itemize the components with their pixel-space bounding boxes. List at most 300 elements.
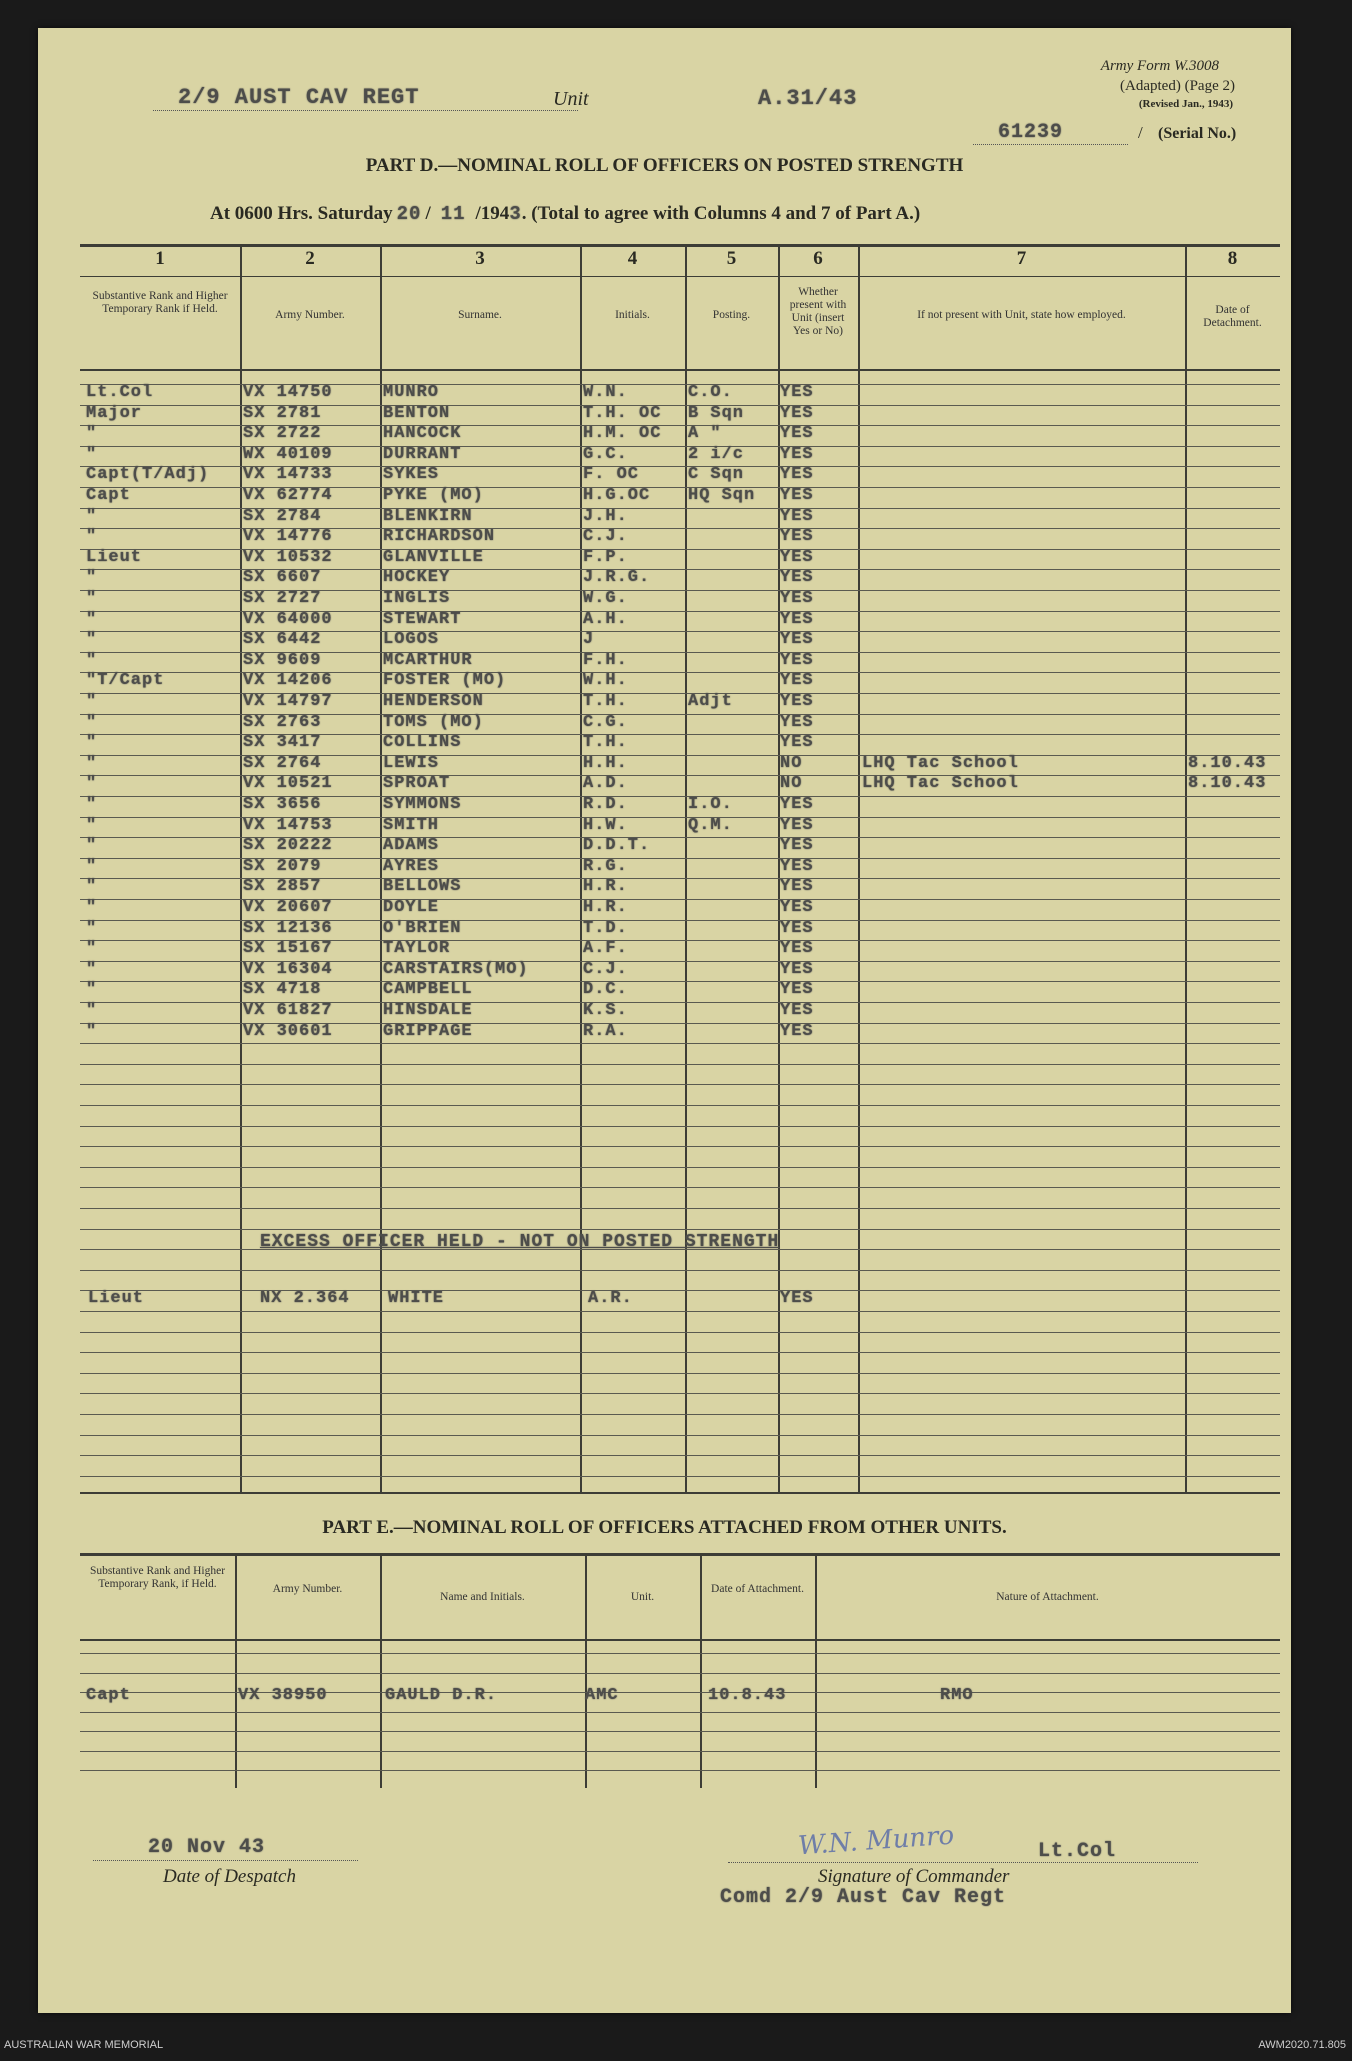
- cell-surname: PYKE (MO): [383, 486, 484, 505]
- column-divider: [380, 1553, 382, 1788]
- cell-number: SX 2722: [243, 424, 322, 443]
- cell-surname: BLENKIRN: [383, 507, 473, 526]
- cell-number: VX 10532: [243, 548, 333, 567]
- table-row: [80, 795, 1280, 816]
- excess-present: YES: [780, 1289, 814, 1308]
- part-e-table: [80, 1553, 1280, 1788]
- table-row: [80, 774, 1280, 795]
- ruled-line: [80, 1476, 1280, 1477]
- cell-number: VX 14750: [243, 383, 333, 402]
- cell-nature: RMO: [940, 1686, 974, 1705]
- cell-initials: A.F.: [583, 939, 628, 958]
- cell-surname: TOMS (MO): [383, 713, 484, 732]
- cell-present: YES: [780, 630, 814, 649]
- table-row: [80, 507, 1280, 528]
- cell-number: SX 2727: [243, 589, 322, 608]
- cell-rank: ": [86, 774, 98, 793]
- cell-posting: C.O.: [688, 383, 733, 402]
- cell-present: YES: [780, 404, 814, 423]
- table-row: [80, 816, 1280, 837]
- ruled-line: [80, 1311, 1280, 1312]
- footer-left: AUSTRALIAN WAR MEMORIAL: [4, 2039, 164, 2051]
- cell-present: YES: [780, 568, 814, 587]
- table-row: [80, 651, 1280, 672]
- table-row: [80, 630, 1280, 651]
- cell-present: YES: [780, 424, 814, 443]
- column-number: 5: [726, 248, 737, 269]
- cell-rank: ": [86, 651, 98, 670]
- cell-rank: ": [86, 795, 98, 814]
- cell-initials: F.H.: [583, 651, 628, 670]
- table-row: [80, 713, 1280, 734]
- cell-unit: AMC: [585, 1686, 619, 1705]
- cell-rank: ": [86, 898, 98, 917]
- cell-initials: W.H.: [583, 671, 628, 690]
- signature-title: Comd 2/9 Aust Cav Regt: [720, 1886, 1007, 1909]
- unit-label: Unit: [553, 88, 589, 110]
- subtitle-month: 11: [440, 203, 466, 225]
- cell-present: YES: [780, 733, 814, 752]
- serial-sep: /: [1138, 123, 1143, 142]
- cell-number: VX 14797: [243, 692, 333, 711]
- cell-rank: Major: [86, 404, 143, 423]
- cell-surname: AYRES: [383, 857, 440, 876]
- table-row: [80, 733, 1280, 754]
- cell-surname: RICHARDSON: [383, 527, 496, 546]
- table-row: [80, 445, 1280, 466]
- cell-rank: Lieut: [86, 548, 143, 567]
- column-header: Surname.: [458, 309, 502, 321]
- cell-surname: MUNRO: [383, 383, 440, 402]
- cell-number: VX 61827: [243, 1001, 333, 1020]
- cell-number: VX 14206: [243, 671, 333, 690]
- cell-initials: H.H.: [583, 754, 628, 773]
- cell-number: VX 20607: [243, 898, 333, 917]
- cell-present: YES: [780, 713, 814, 732]
- adapted-label: (Adapted) (Page 2): [1120, 78, 1235, 94]
- cell-rank: ": [86, 939, 98, 958]
- cell-surname: FOSTER (MO): [383, 671, 507, 690]
- table-row: [80, 404, 1280, 425]
- cell-initials: R.G.: [583, 857, 628, 876]
- table-top-border: [80, 1553, 1280, 1556]
- table-row: [80, 980, 1280, 1001]
- cell-present: NO: [780, 774, 803, 793]
- cell-initials: J: [583, 630, 595, 649]
- table-row: [80, 898, 1280, 919]
- cell-present: YES: [780, 857, 814, 876]
- cell-rank: ": [86, 507, 98, 526]
- table-row: [80, 548, 1280, 569]
- ruled-line: [80, 1084, 1280, 1085]
- excess-surname: WHITE: [388, 1289, 445, 1308]
- ruled-line: [80, 1167, 1280, 1168]
- cell-present: YES: [780, 465, 814, 484]
- cell-number: SX 6607: [243, 568, 322, 587]
- cell-initials: C.J.: [583, 527, 628, 546]
- cell-initials: K.S.: [583, 1001, 628, 1020]
- column-divider: [235, 1553, 237, 1788]
- cell-present: YES: [780, 1001, 814, 1020]
- ruled-line: [80, 1229, 1280, 1230]
- table-row: [80, 877, 1280, 898]
- ruled-line: [80, 1712, 1280, 1713]
- cell-posting: 2 i/c: [688, 445, 745, 464]
- table-row: [80, 960, 1280, 981]
- cell-present: YES: [780, 445, 814, 464]
- cell-initials: F.P.: [583, 548, 628, 567]
- ruled-line: [80, 1435, 1280, 1436]
- cell-number: SX 9609: [243, 651, 322, 670]
- cell-present: YES: [780, 548, 814, 567]
- cell-number: VX 14776: [243, 527, 333, 546]
- cell-present: YES: [780, 651, 814, 670]
- cell-posting: Adjt: [688, 692, 733, 711]
- cell-number: VX 14753: [243, 816, 333, 835]
- cell-rank: ": [86, 568, 98, 587]
- signature-dotted-line: [728, 1862, 1198, 1863]
- table-row: [80, 1022, 1280, 1043]
- cell-rank: ": [86, 589, 98, 608]
- table-row: [80, 1001, 1280, 1022]
- column-divider: [585, 1553, 587, 1788]
- subtitle-day: 20: [396, 203, 422, 225]
- army-form-label: Army Form W.3008: [1100, 58, 1219, 74]
- table-row: [80, 671, 1280, 692]
- unit-dotted-line: [153, 110, 578, 111]
- column-number: 3: [475, 248, 485, 269]
- column-divider: [700, 1553, 702, 1788]
- ruled-line: [80, 1373, 1280, 1374]
- column-number: 8: [1227, 248, 1238, 269]
- serial-dotted-line: [973, 144, 1128, 145]
- cell-present: NO: [780, 754, 803, 773]
- cell-number: SX 2857: [243, 877, 322, 896]
- header-bottom-border: [80, 1639, 1280, 1641]
- ruled-line: [80, 1673, 1280, 1674]
- column-header: Army Number.: [275, 309, 345, 321]
- table-row: [80, 939, 1280, 960]
- revised-label: (Revised Jan., 1943): [1138, 98, 1233, 110]
- signature-rank: Lt.Col: [1038, 1840, 1117, 1863]
- cell-posting: Q.M.: [688, 816, 733, 835]
- cell-present: YES: [780, 1022, 814, 1041]
- part-e-title: PART E.—NOMINAL ROLL OF OFFICERS ATTACHED FROM OTHER UNITS.: [322, 1517, 1007, 1538]
- cell-initials: T.H.: [583, 733, 628, 752]
- cell-employed: LHQ Tac School: [862, 774, 1019, 793]
- cell-initials: C.J.: [583, 960, 628, 979]
- cell-initials: H.W.: [583, 816, 628, 835]
- cell-rank: ": [86, 610, 98, 629]
- cell-surname: HENDERSON: [383, 692, 484, 711]
- cell-present: YES: [780, 939, 814, 958]
- cell-date: 8.10.43: [1188, 754, 1267, 773]
- cell-present: YES: [780, 671, 814, 690]
- ruled-line: [80, 1770, 1280, 1771]
- ruled-line: [80, 1208, 1280, 1209]
- part-d-title: PART D.—NOMINAL ROLL OF OFFICERS ON POSTED STRENGTH: [365, 155, 964, 176]
- cell-number: WX 40109: [243, 445, 333, 464]
- table-row: [80, 568, 1280, 589]
- cell-surname: DURRANT: [383, 445, 462, 464]
- table-row: [80, 857, 1280, 878]
- column-number: 2: [305, 248, 315, 269]
- cell-initials: T.D.: [583, 919, 628, 938]
- cell-rank: ": [86, 754, 98, 773]
- column-number: 1: [155, 248, 165, 269]
- cell-number: VX 30601: [243, 1022, 333, 1041]
- ruled-line: [80, 1352, 1280, 1353]
- cell-present: YES: [780, 486, 814, 505]
- cell-date: 8.10.43: [1188, 774, 1267, 793]
- cell-surname: HANCOCK: [383, 424, 462, 443]
- cell-surname: SPROAT: [383, 774, 451, 793]
- cell-present: YES: [780, 507, 814, 526]
- column-number: 6: [813, 248, 823, 269]
- subtitle-sep1: /: [425, 203, 431, 224]
- cell-number: VX 62774: [243, 486, 333, 505]
- cell-surname: CARSTAIRS(MO): [383, 960, 529, 979]
- cell-rank: ": [86, 445, 98, 464]
- cell-initials: W.G.: [583, 589, 628, 608]
- cell-rank: ": [86, 877, 98, 896]
- cell-number: VX 38950: [238, 1686, 328, 1705]
- despatch-date: 20 Nov 43: [148, 1836, 266, 1859]
- commander-signature: W.N. Munro: [797, 1820, 956, 1862]
- cell-present: YES: [780, 610, 814, 629]
- cell-initials: J.R.G.: [583, 568, 651, 587]
- cell-surname: BELLOWS: [383, 877, 462, 896]
- cell-employed: LHQ Tac School: [862, 754, 1019, 773]
- cell-surname: DOYLE: [383, 898, 440, 917]
- cell-present: YES: [780, 877, 814, 896]
- part-d-subtitle: [210, 203, 920, 225]
- subtitle-prefix: At 0600 Hrs. Saturday: [210, 203, 393, 224]
- column-header: Initials.: [615, 309, 650, 321]
- ruled-line: [80, 1187, 1280, 1188]
- cell-number: SX 2079: [243, 857, 322, 876]
- cell-present: YES: [780, 836, 814, 855]
- cell-rank: ": [86, 733, 98, 752]
- cell-date: 10.8.43: [708, 1686, 787, 1705]
- cell-surname: CAMPBELL: [383, 980, 473, 999]
- cell-rank: ": [86, 713, 98, 732]
- cell-rank: "T/Capt: [86, 671, 165, 690]
- cell-present: YES: [780, 898, 814, 917]
- reference-number: A.31/43: [758, 86, 858, 111]
- header-bottom-border: [80, 369, 1280, 371]
- table-row: [80, 692, 1280, 713]
- signature-label: Signature of Commander: [818, 1866, 1010, 1887]
- column-header: Name and Initials.: [440, 1591, 525, 1603]
- cell-surname: SMITH: [383, 816, 440, 835]
- ruled-line: [80, 1414, 1280, 1415]
- cell-present: YES: [780, 816, 814, 835]
- cell-surname: BENTON: [383, 404, 451, 423]
- cell-surname: GLANVILLE: [383, 548, 484, 567]
- ruled-line: [80, 1751, 1280, 1752]
- column-header: Date of Detachment.: [1203, 304, 1262, 329]
- cell-present: YES: [780, 589, 814, 608]
- cell-initials: F. OC: [583, 465, 640, 484]
- table-row: [80, 919, 1280, 940]
- cell-rank: ": [86, 527, 98, 546]
- cell-name: GAULD D.R.: [385, 1686, 498, 1705]
- cell-number: SX 2781: [243, 404, 322, 423]
- cell-surname: O'BRIEN: [383, 919, 462, 938]
- table-row: [80, 424, 1280, 445]
- column-header: Substantive Rank and Higher Temporary Rank if Held.: [92, 290, 228, 315]
- ruled-line: [80, 1270, 1280, 1271]
- cell-surname: LEWIS: [383, 754, 440, 773]
- column-divider: [815, 1553, 817, 1788]
- cell-rank: ": [86, 836, 98, 855]
- excess-officer-row: [80, 1289, 1280, 1310]
- cell-posting: B Sqn: [688, 404, 745, 423]
- cell-surname: HINSDALE: [383, 1001, 473, 1020]
- cell-number: VX 64000: [243, 610, 333, 629]
- cell-initials: A.H.: [583, 610, 628, 629]
- cell-surname: INGLIS: [383, 589, 451, 608]
- ruled-line: [80, 1332, 1280, 1333]
- cell-surname: ADAMS: [383, 836, 440, 855]
- column-header: Substantive Rank and Higher Temporary Rank, if Held.: [89, 1565, 226, 1590]
- cell-rank: ": [86, 816, 98, 835]
- cell-number: VX 14733: [243, 465, 333, 484]
- column-header: If not present with Unit, state how employed.: [917, 309, 1126, 321]
- cell-present: YES: [780, 383, 814, 402]
- cell-number: SX 4718: [243, 980, 322, 999]
- excess-rank: Lieut: [88, 1289, 145, 1308]
- cell-posting: I.O.: [688, 795, 733, 814]
- cell-posting: C Sqn: [688, 465, 745, 484]
- cell-surname: MCARTHUR: [383, 651, 473, 670]
- cell-rank: Lt.Col: [86, 383, 154, 402]
- cell-initials: H.R.: [583, 877, 628, 896]
- cell-rank: Capt(T/Adj): [86, 465, 210, 484]
- serial-value: 61239: [998, 121, 1064, 144]
- unit-value: 2/9 AUST CAV REGT: [178, 85, 420, 110]
- cell-initials: H.M. OC: [583, 424, 662, 443]
- cell-number: SX 12136: [243, 919, 333, 938]
- column-number: 4: [627, 248, 638, 269]
- column-number-divider: [80, 276, 1280, 277]
- cell-rank: Capt: [86, 486, 131, 505]
- cell-surname: GRIPPAGE: [383, 1022, 473, 1041]
- subtitle-sep2: /194: [475, 203, 510, 224]
- cell-surname: SYKES: [383, 465, 440, 484]
- cell-surname: HOCKEY: [383, 568, 451, 587]
- cell-initials: T.H.: [583, 692, 628, 711]
- column-header: Posting.: [712, 309, 751, 321]
- column-header: Nature of Attachment.: [996, 1591, 1099, 1603]
- cell-number: SX 2764: [243, 754, 322, 773]
- ruled-line: [80, 1455, 1280, 1456]
- cell-number: VX 16304: [243, 960, 333, 979]
- cell-initials: D.D.T.: [583, 836, 651, 855]
- column-header: Date of Attachment.: [711, 1583, 804, 1595]
- despatch-dotted-line: [93, 1860, 358, 1861]
- table-row: [80, 383, 1280, 404]
- cell-rank: ": [86, 1022, 98, 1041]
- cell-number: SX 6442: [243, 630, 322, 649]
- cell-initials: R.D.: [583, 795, 628, 814]
- cell-surname: LOGOS: [383, 630, 440, 649]
- serial-label: (Serial No.): [1158, 125, 1237, 142]
- cell-present: YES: [780, 692, 814, 711]
- excess-officer-heading: EXCESS OFFICER HELD - NOT ON POSTED STRENGTH: [260, 1232, 780, 1252]
- cell-initials: W.N.: [583, 383, 628, 402]
- ruled-line: [80, 1126, 1280, 1127]
- cell-initials: R.A.: [583, 1022, 628, 1041]
- cell-number: SX 20222: [243, 836, 333, 855]
- cell-initials: T.H. OC: [583, 404, 662, 423]
- cell-present: YES: [780, 919, 814, 938]
- excess-number: NX 2.364: [260, 1289, 350, 1308]
- cell-rank: ": [86, 1001, 98, 1020]
- footer-right: AWM2020.71.805: [1258, 2039, 1346, 2051]
- cell-present: YES: [780, 960, 814, 979]
- excess-initials: A.R.: [588, 1289, 633, 1308]
- column-header: Army Number.: [272, 1583, 343, 1595]
- cell-surname: SYMMONS: [383, 795, 462, 814]
- cell-number: VX 10521: [243, 774, 333, 793]
- cell-rank: Capt: [86, 1686, 131, 1705]
- cell-posting: A ": [688, 424, 722, 443]
- table-row: [80, 610, 1280, 631]
- cell-surname: TAYLOR: [383, 939, 451, 958]
- cell-rank: ": [86, 630, 98, 649]
- cell-number: SX 15167: [243, 939, 333, 958]
- table-row: [80, 527, 1280, 548]
- ruled-line: [80, 1146, 1280, 1147]
- table-bottom-border: [80, 1492, 1280, 1494]
- cell-present: YES: [780, 980, 814, 999]
- cell-rank: ": [86, 692, 98, 711]
- subtitle-year: 3: [509, 203, 522, 225]
- column-header: Unit.: [630, 1591, 655, 1603]
- cell-number: SX 3417: [243, 733, 322, 752]
- cell-initials: G.C.: [583, 445, 628, 464]
- cell-present: YES: [780, 527, 814, 546]
- ruled-line: [80, 1105, 1280, 1106]
- ruled-line: [80, 1064, 1280, 1065]
- table-row: [80, 486, 1280, 507]
- cell-initials: A.D.: [583, 774, 628, 793]
- ruled-line: [80, 1043, 1280, 1044]
- table-row: [80, 836, 1280, 857]
- ruled-line: [80, 1731, 1280, 1732]
- cell-initials: C.G.: [583, 713, 628, 732]
- cell-rank: ": [86, 857, 98, 876]
- cell-number: SX 2763: [243, 713, 322, 732]
- cell-present: YES: [780, 795, 814, 814]
- cell-surname: COLLINS: [383, 733, 462, 752]
- cell-number: SX 2784: [243, 507, 322, 526]
- despatch-label: Date of Despatch: [163, 1866, 296, 1887]
- table-row: [80, 1686, 1280, 1707]
- cell-posting: HQ Sqn: [688, 486, 756, 505]
- part-d-table: [80, 244, 1280, 1494]
- table-row: [80, 589, 1280, 610]
- cell-rank: ": [86, 960, 98, 979]
- cell-number: SX 3656: [243, 795, 322, 814]
- cell-initials: J.H.: [583, 507, 628, 526]
- table-row: [80, 465, 1280, 486]
- cell-rank: ": [86, 980, 98, 999]
- form-page: [38, 28, 1291, 2013]
- cell-rank: ": [86, 424, 98, 443]
